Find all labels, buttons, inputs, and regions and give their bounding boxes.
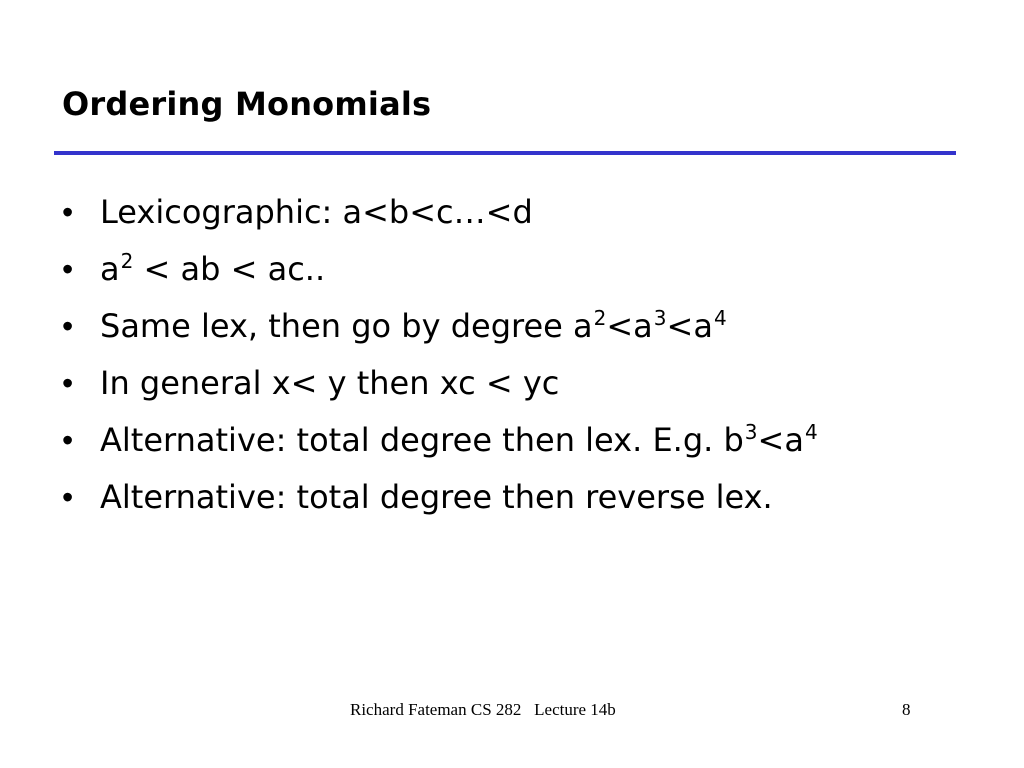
- bullet-text: [100, 471, 773, 523]
- bullet-text-segment: a: [100, 250, 120, 288]
- superscript: 4: [713, 306, 727, 330]
- bullet-text: [100, 414, 818, 470]
- bullet-dot-icon: •: [62, 251, 74, 287]
- bullet-text-segment: Alternative: total degree then reverse lex.: [100, 478, 773, 516]
- bullet-dot-icon: •: [62, 479, 74, 515]
- superscript: 2: [120, 249, 134, 273]
- bullet-text-segment: Alternative: total degree then lex. E.g. b: [100, 421, 744, 459]
- superscript: 3: [653, 306, 667, 330]
- superscript: 4: [804, 420, 818, 444]
- title-divider: [54, 151, 956, 155]
- slide-title: Ordering Monomials: [62, 85, 432, 123]
- slide-footer: [0, 698, 1024, 722]
- bullet-dot-icon: •: [62, 422, 74, 458]
- bullet-text: [100, 357, 559, 409]
- superscript: 3: [744, 420, 758, 444]
- bullet-text: [100, 300, 727, 356]
- bullet-text-segment: In general x< y then xc < yc: [100, 364, 560, 402]
- bullet-text-segment: <a: [666, 307, 713, 345]
- footer-text: Richard Fateman CS 282 Lecture 14b: [350, 700, 616, 719]
- bullet-text-segment: < ab < ac..: [133, 250, 326, 288]
- bullet-text-segment: <a: [606, 307, 653, 345]
- bullet-dot-icon: •: [62, 365, 74, 401]
- bullet-text: [100, 186, 533, 238]
- bullet-text-segment: <a: [757, 421, 804, 459]
- bullet-text-segment: Same lex, then go by degree a: [100, 307, 593, 345]
- superscript: 2: [593, 306, 607, 330]
- page-number: 8: [902, 700, 911, 719]
- bullet-text: [100, 243, 325, 299]
- bullet-dot-icon: •: [62, 194, 74, 230]
- bullet-dot-icon: •: [62, 308, 74, 344]
- bullet-text-segment: Lexicographic: a<b<c…<d: [100, 193, 533, 231]
